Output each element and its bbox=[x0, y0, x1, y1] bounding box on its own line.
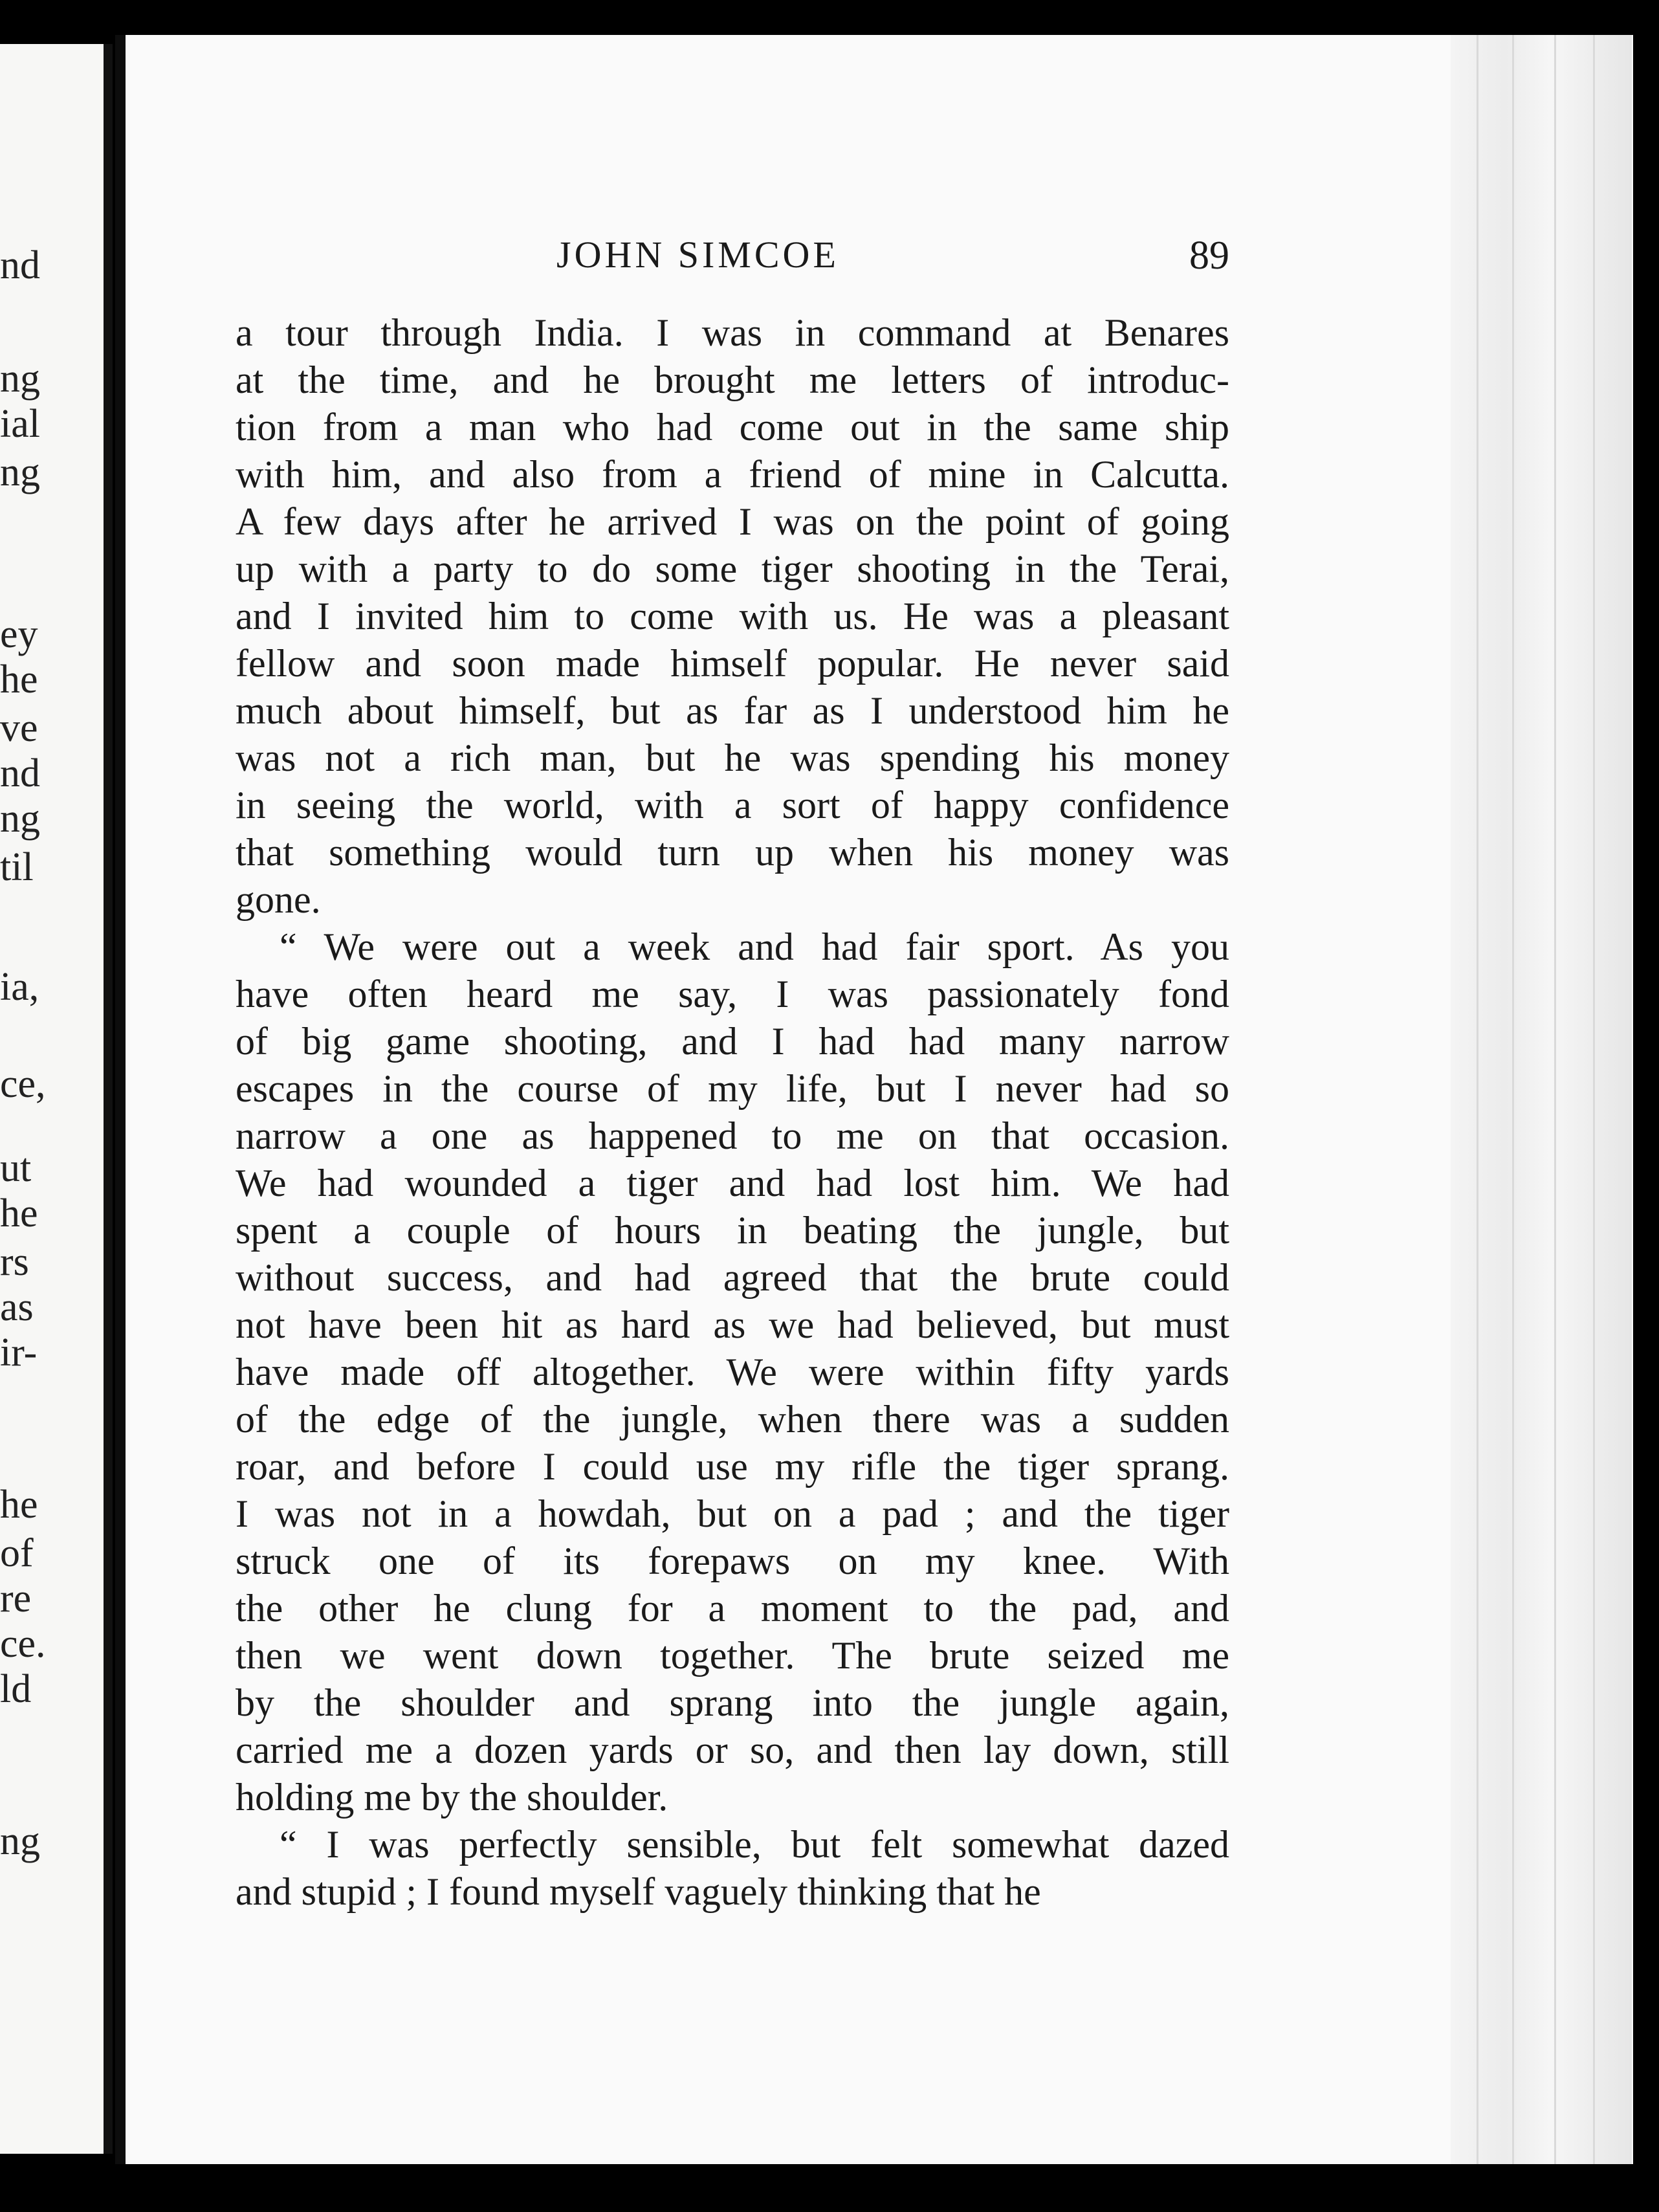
facing-page-fragment: ey bbox=[0, 612, 38, 656]
text-line: gone. bbox=[236, 878, 321, 921]
text-line: without success, and had agreed that the brute could bbox=[236, 1256, 1229, 1299]
facing-page-fragment: ng bbox=[0, 450, 40, 494]
text-line: spent a couple of hours in beating the jungle, but bbox=[236, 1209, 1229, 1252]
text-line: was not a rich man, but he was spending his money bbox=[236, 736, 1229, 779]
text-line: with him, and also from a friend of mine in Calcutta. bbox=[236, 453, 1229, 496]
text-line: in seeing the world, with a sort of happy confidence bbox=[236, 784, 1229, 826]
facing-page-fragment: ut bbox=[0, 1146, 32, 1190]
facing-page-fragment: he bbox=[0, 658, 38, 702]
text-line: escapes in the course of my life, but I never had so bbox=[236, 1067, 1229, 1110]
facing-page-fragment: ial bbox=[0, 402, 40, 446]
text-line: by the shoulder and sprang into the jungle again, bbox=[236, 1681, 1229, 1724]
running-head: JOHN SIMCOE bbox=[556, 234, 839, 276]
facing-page-fragment: ce, bbox=[0, 1062, 46, 1106]
text-line: “ We were out a week and had fair sport. As you bbox=[280, 925, 1229, 968]
facing-page-fragment: of bbox=[0, 1531, 34, 1575]
facing-page-fragment: ia, bbox=[0, 965, 39, 1009]
facing-page-fragment: ce. bbox=[0, 1622, 46, 1666]
facing-page-fragment: he bbox=[0, 1483, 38, 1527]
facing-page-edge bbox=[0, 44, 113, 2154]
text-line: of big game shooting, and I had had many narrow bbox=[236, 1020, 1229, 1063]
text-line: a tour through India. I was in command at Benares bbox=[236, 311, 1229, 354]
text-line: and stupid ; I found myself vaguely thinking that he bbox=[236, 1870, 1041, 1913]
facing-page-fragment: ng bbox=[0, 797, 40, 841]
text-line: holding me by the shoulder. bbox=[236, 1776, 668, 1819]
text-line: at the time, and he brought me letters of introduc- bbox=[236, 359, 1229, 401]
text-line: have often heard me say, I was passionately fond bbox=[236, 973, 1229, 1015]
text-line: We had wounded a tiger and had lost him. We had bbox=[236, 1162, 1229, 1204]
facing-page-fragment: re bbox=[0, 1576, 32, 1620]
text-line: the other he clung for a moment to the pad, and bbox=[236, 1587, 1229, 1630]
text-line: I was not in a howdah, but on a pad ; and the tiger bbox=[236, 1492, 1229, 1535]
text-line: fellow and soon made himself popular. He never said bbox=[236, 642, 1229, 685]
body-text bbox=[236, 309, 1229, 1916]
page-header bbox=[233, 233, 1229, 291]
text-line: then we went down together. The brute seized me bbox=[236, 1634, 1229, 1677]
facing-page-fragment: ng bbox=[0, 357, 40, 401]
text-line: A few days after he arrived I was on the point of going bbox=[236, 500, 1229, 543]
scan-border bbox=[0, 0, 1659, 39]
text-line: not have been hit as hard as we had believed, but must bbox=[236, 1303, 1229, 1346]
text-line: struck one of its forepaws on my knee. With bbox=[236, 1540, 1229, 1582]
facing-page-fragment: ve bbox=[0, 706, 38, 750]
facing-page-fragment: he bbox=[0, 1191, 38, 1235]
text-line: have made off altogether. We were within fifty yards bbox=[236, 1351, 1229, 1393]
text-line: much about himself, but as far as I understood him he bbox=[236, 689, 1229, 732]
facing-page-fragment: rs bbox=[0, 1240, 29, 1284]
text-line: “ I was perfectly sensible, but felt somewhat dazed bbox=[280, 1823, 1229, 1866]
text-line: roar, and before I could use my rifle the tiger sprang. bbox=[236, 1445, 1229, 1488]
facing-page-fragment: nd bbox=[0, 751, 40, 795]
text-line: of the edge of the jungle, when there was a sudden bbox=[236, 1398, 1229, 1441]
facing-page-fragment: til bbox=[0, 845, 34, 889]
facing-page-fragment: ng bbox=[0, 1819, 40, 1863]
facing-page-fragment: ld bbox=[0, 1667, 32, 1711]
text-line: narrow a one as happened to me on that occasion. bbox=[236, 1114, 1229, 1157]
facing-page-fragment: ir- bbox=[0, 1331, 38, 1375]
text-line: carried me a dozen yards or so, and then lay down, still bbox=[236, 1729, 1229, 1771]
text-line: tion from a man who had come out in the same ship bbox=[236, 406, 1229, 448]
text-line: up with a party to do some tiger shooting in the Terai, bbox=[236, 547, 1229, 590]
text-line: and I invited him to come with us. He was a pleasant bbox=[236, 595, 1229, 637]
facing-page-fragment: nd bbox=[0, 243, 40, 287]
text-line: that something would turn up when his money was bbox=[236, 831, 1229, 874]
page-number: 89 bbox=[1189, 234, 1229, 278]
page-stack-edge bbox=[1451, 35, 1632, 2164]
facing-page-fragment: as bbox=[0, 1285, 34, 1329]
